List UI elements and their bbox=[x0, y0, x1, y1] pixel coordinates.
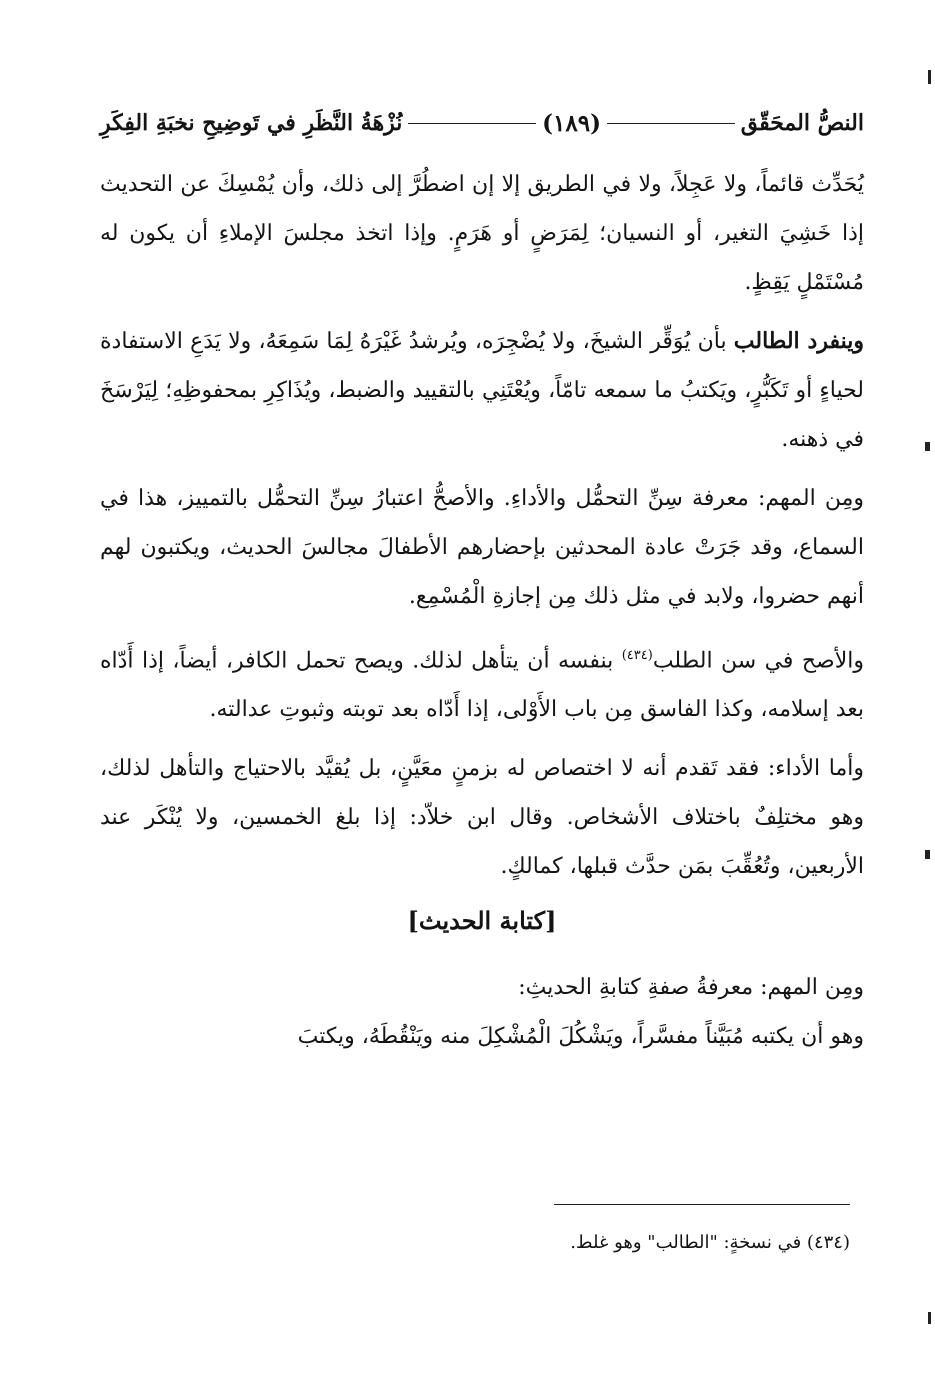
page-number: (١٨٩) bbox=[542, 109, 601, 137]
paragraph-6-text: ومِن المهم: معرفةُ صفةِ كتابةِ الحديثِ: bbox=[518, 975, 864, 1001]
paragraph-2-text: بأن يُوَقِّر الشيخَ، ولا يُضْجِرَه، ويُرشدُ غَيْرَهُ لِمَا سَمِعَهُ، ولا يَدَعِ الاستفادة لحياءٍ أو تَكَبُّرٍ، ويَكتبُ ما سمعه تامّاً، ويُعْتَنِي بالتقييد والضبط، ويُذَاكِرِ بمحفوظِهِ؛ لِيَرْسَخَ في ذهنه. bbox=[100, 329, 864, 452]
paragraph-7-text: وهو أن يكتبه مُبَيَّناً مفسَّراً، ويَشْكُلَ الْمُشْكِلَ منه ويَنْقُطَهُ، ويكتبَ bbox=[297, 1024, 864, 1050]
header-rule-right bbox=[607, 123, 735, 124]
paragraph-4 bbox=[100, 631, 864, 734]
footnote-ref-434[interactable]: (٤٣٤) bbox=[621, 648, 653, 663]
paragraph-2 bbox=[100, 317, 864, 464]
paragraph-3 bbox=[100, 474, 864, 621]
footnote-separator bbox=[554, 1204, 850, 1205]
page bbox=[100, 0, 864, 1390]
paragraph-3-text: ومِن المهم: معرفة سِنِّ التحمُّل والأداءِ. والأصحُّ اعتبارُ سِنِّ التحمُّل بالتمييز، هذا في السماع، وقد جَرَتْ عادة المحدثين بإحضارهم الأطفالَ مجالسَ الحديث، ويكتبون لهم أنهم حضروا، ولابد في مثل ذلك مِن إجازةِ الْمُسْمِع. bbox=[100, 486, 864, 609]
paragraph-1 bbox=[100, 160, 864, 307]
paragraph-1-text: يُحَدِّث قائماً، ولا عَجِلاً، ولا في الطريق إلا إن اضطُرَّ إلى ذلك، وأن يُمْسِكَ عن التحديث إذا خَشِيَ التغير، أو النسيان؛ لِمَرَضٍ أو هَرَمٍ. وإذا اتخذ مجلسَ الإملاءِ أن يكون له مُسْتَمْلٍ يَقِظٍ. bbox=[100, 172, 864, 295]
footnote-434: (٤٣٤) في نسخةٍ: "الطالب" وهو غلط. bbox=[570, 1232, 850, 1253]
paragraph-5-text: وأما الأداء: فقد تَقدم أنه لا اختصاص له بزمنٍ معَيَّنٍ، بل يُقيَّد بالاحتياج والتأهل لذلك، وهو مختلِفٌ باختلاف الأشخاص. وقال ابن خلاّد: إذا بلغ الخمسين، ولا يُنْكَر عند الأربعين، وتُعُقِّبَ بمَن حدَّث قبلها، كمالكٍ. bbox=[100, 756, 864, 880]
margin-mark bbox=[925, 850, 930, 859]
paragraph-5 bbox=[100, 744, 864, 891]
paragraph-7 bbox=[100, 1012, 864, 1061]
paragraph-4-text: والأصح في سن الطلب bbox=[652, 648, 864, 674]
running-header bbox=[100, 100, 864, 146]
margin-mark bbox=[928, 70, 931, 84]
header-section-title: النصُّ المحَقّق bbox=[740, 110, 864, 136]
main-text bbox=[100, 160, 864, 1071]
margin-mark bbox=[925, 442, 930, 451]
paragraph-6 bbox=[100, 963, 864, 1012]
margin-mark bbox=[928, 1312, 931, 1324]
header-rule-left bbox=[408, 123, 536, 124]
paragraph-2-lead: وينفرد الطالب bbox=[733, 328, 864, 354]
paragraph-4-text-after: بنفسه أن يتأهل لذلك. ويصح تحمل الكافر، أيضاً، إذا أَدّاه بعد إسلامه، وكذا الفاسق مِن باب الأَوْلى، إذا أَدّاه بعد توبته وثبوتِ عدالته. bbox=[100, 648, 864, 723]
section-heading: [كتابة الحديث] bbox=[407, 906, 557, 936]
header-book-title: نُزْهَةُ النَّظَرِ في تَوضِيحِ نخبَةِ الفِكَرِ bbox=[99, 110, 403, 136]
